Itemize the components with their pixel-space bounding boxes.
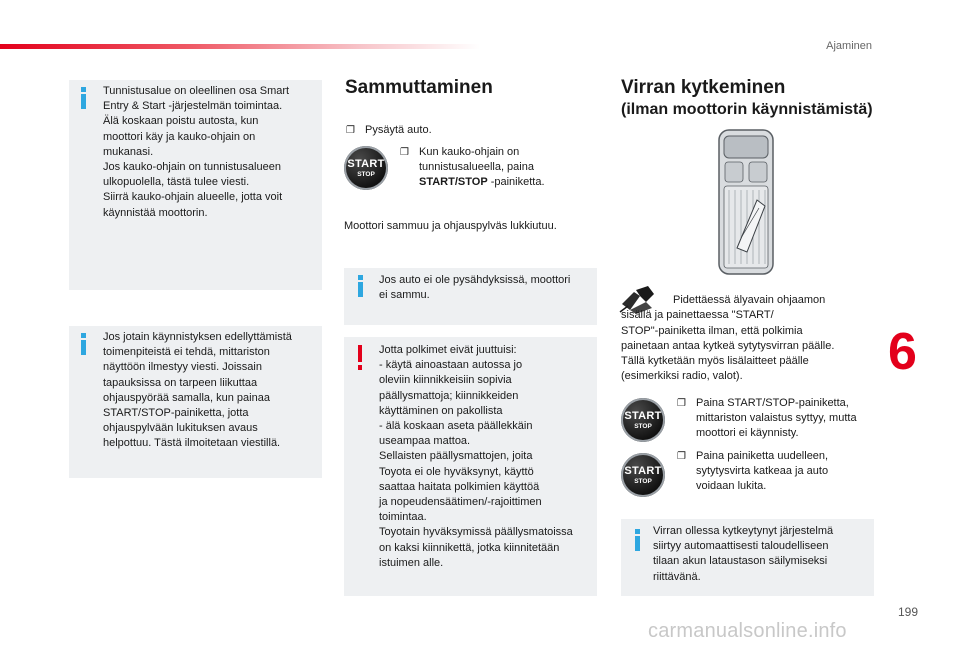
step-stop-vehicle: Pysäytä auto. <box>365 124 432 136</box>
section-title-ignition-on: Virran kytkeminen <box>621 77 786 98</box>
vehicle-top-view-illustration <box>715 128 777 276</box>
start-stop-button-icon: START STOP <box>621 398 665 442</box>
chapter-number: 6 <box>888 323 917 381</box>
step-press-once: Paina START/STOP-painiketta, mittariston valaistus syttyy, mutta moottori ei käynnisty. <box>696 397 857 440</box>
section-title-switching-off: Sammuttaminen <box>345 77 493 98</box>
watermark: carmanualsonline.info <box>648 620 847 642</box>
warning-box-floor-mats <box>344 337 597 596</box>
info-box-vehicle-moving <box>344 268 597 325</box>
info-text-start-requirements: Jos jotain käynnistyksen edellyttämistä toimenpiteistä ei tehdä, mittariston näyttöön ilmestyy viesti. Joissain tapauksissa on tarpeen liikuttaa ohjauspyörää samalla, kun painaa START/STOP-painiketta, jotta ohjauspylvään lukituksen avaus helpottuu. Tästä ilmoitetaan viestillä. <box>103 331 292 450</box>
step-bullet: ❐ <box>677 398 686 409</box>
step-bullet: ❐ <box>677 451 686 462</box>
step-press-start-stop: Kun kauko-ohjain on tunnistusalueella, paina START/STOP -painiketta. <box>419 146 545 189</box>
info-text-detection-zone: Tunnistusalue on oleellinen osa Smart Entry & Start -järjestelmän toimintaa. Älä koskaan poistu autosta, kun moottori käy ja kauko-ohjain on mukanasi. Jos kauko-ohjain on tunnistusalueen ulkopuolella, tästä tulee viesti. Siirrä kauko-ohjain alueelle, jotta voit käynnistää moottorin. <box>103 85 290 219</box>
warning-text-floor-mats: Jotta polkimet eivät juuttuisi: - käytä ainoastaan autossa jo oleviin kiinnikkeisiin sopivia päällysmattoja; kiinnikkeiden käyttäminen on pakollista - älä koskaan aseta päällekkäin useampaa mattoa. Sellaisten päällysmattojen, joita Toyota ei ole hyväksynyt, käyttö saattaa haitata polkimien käyttöä ja nopeudensäätimen/-rajoittimen toimintaa. Toyotain hyväksymissä päällysmatoissa on kaksi kiinnikettä, jotka kiinnitetään istuimen alle. <box>379 344 573 569</box>
info-text-vehicle-moving: Jos auto ei ole pysähdyksissä, moottori ei sammu. <box>379 274 571 302</box>
step-bullet: ❐ <box>400 147 409 158</box>
step-press-again: Paina painiketta uudelleen, sytytysvirta katkeaa ja auto voidaan lukita. <box>696 450 829 493</box>
vehicle-top-view-icon <box>715 128 777 276</box>
info-icon <box>355 275 367 297</box>
start-stop-button-icon: START STOP <box>344 146 388 190</box>
start-stop-button-icon: START STOP <box>621 453 665 497</box>
header-accent-bar <box>0 44 480 49</box>
info-icon <box>78 333 90 355</box>
warning-icon <box>356 345 364 371</box>
info-box-detection-zone <box>69 80 322 290</box>
info-icon <box>632 529 644 551</box>
section-label: Ajaminen <box>826 40 872 52</box>
ignition-intro-text: Pidettäessä älyavain ohjaamon sisällä ja painettaessa "START/ STOP"-painiketta ilman, että polkimia painetaan antaa kytkeä sytytysvirran päälle. Tällä kytketään myös lisälaitteet päälle (esimerkiksi radio, valot). <box>621 294 835 383</box>
info-icon <box>78 87 90 109</box>
info-box-economy-mode <box>621 519 874 596</box>
section-subtitle-ignition-on: (ilman moottorin käynnistämistä) <box>621 101 873 118</box>
step-bullet: ❐ <box>346 125 355 136</box>
start-stop-label: START/STOP <box>419 176 488 189</box>
page-number: 199 <box>897 605 918 619</box>
info-box-start-requirements <box>69 326 322 478</box>
result-text: Moottori sammuu ja ohjauspylväs lukkiutuu. <box>344 220 557 232</box>
info-text-economy-mode: Virran ollessa kytkeytynyt järjestelmä siirtyy automaattisesti taloudelliseen tilaan akun lataustason säilymiseksi riittävänä. <box>653 525 834 583</box>
